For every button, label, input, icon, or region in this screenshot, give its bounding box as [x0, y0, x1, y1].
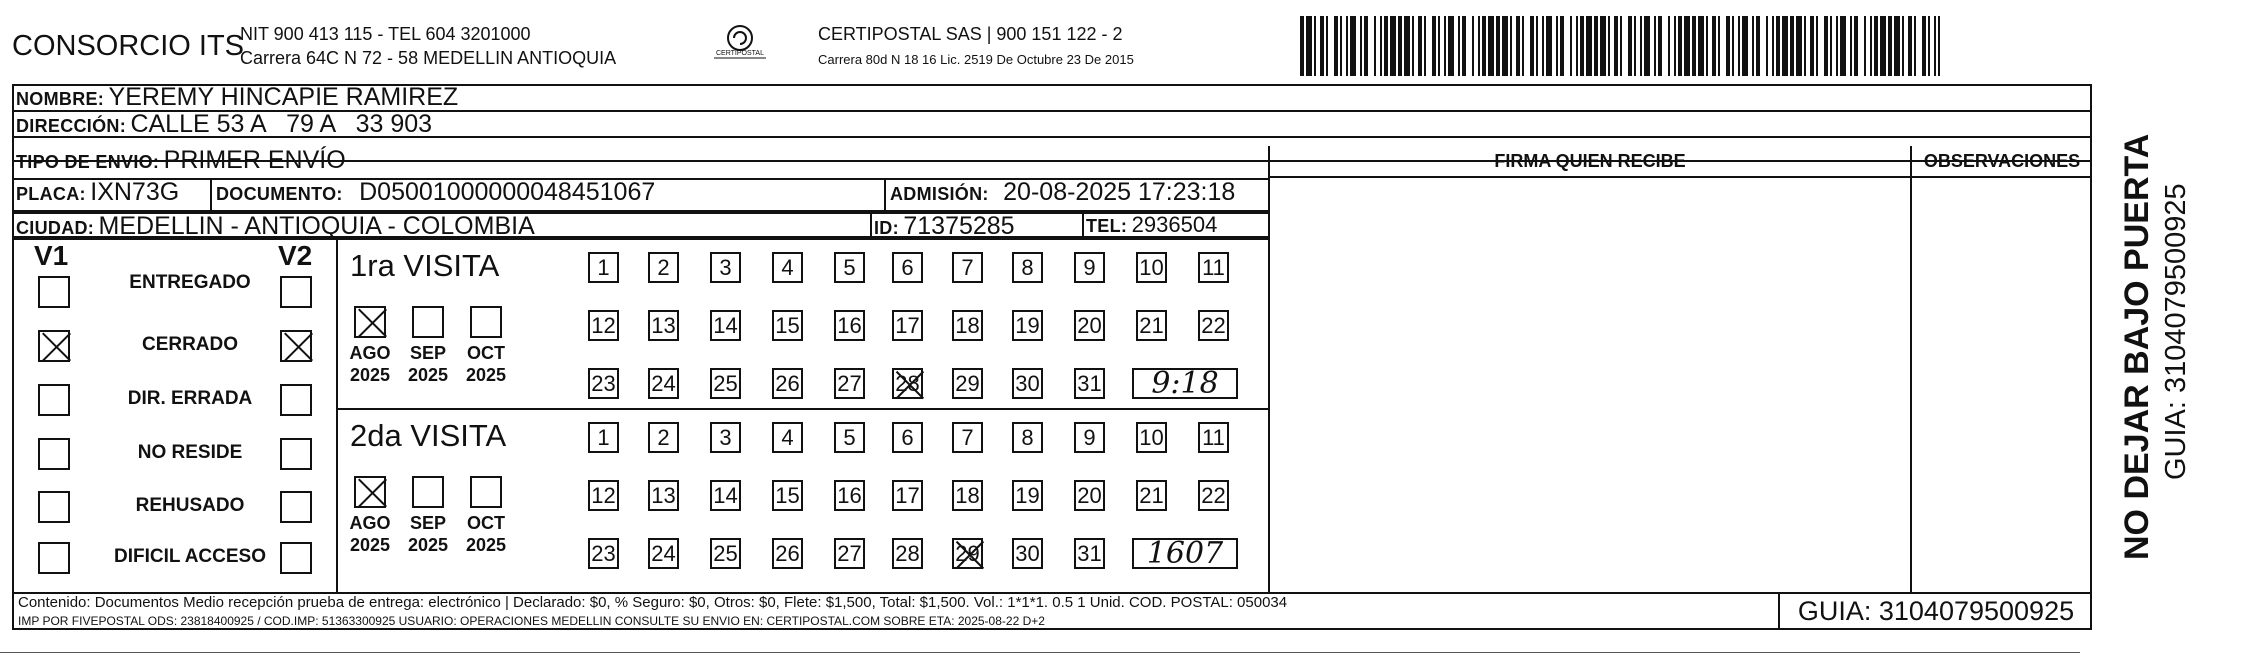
company-name: CONSORCIO ITS: [12, 30, 245, 62]
day-box[interactable]: 21: [1136, 310, 1167, 341]
day-box[interactable]: 21: [1136, 480, 1167, 511]
day-box[interactable]: 28: [892, 538, 923, 569]
month-checkbox[interactable]: [470, 476, 502, 508]
certipostal-logo: [700, 22, 780, 68]
day-box[interactable]: 15: [772, 480, 803, 511]
footer-line-2: IMP POR FIVEPOSTAL ODS: 23818400925 / COD.IMP: 51363300925 USUARIO: OPERACIONES MEDELLIN CONSULTE SU ENVIO EN: CERTIPOSTAL.COM SOBRE ETA: 2025-08-22 D+2: [18, 614, 1045, 628]
barcode: [1300, 16, 1940, 76]
day-box[interactable]: 29: [952, 538, 983, 569]
day-box[interactable]: 13: [648, 480, 679, 511]
certipostal-logo-icon: [700, 22, 780, 68]
ciudad-value: MEDELLIN - ANTIOQUIA - COLOMBIA: [98, 212, 535, 240]
status-label: DIFICIL ACCESO: [113, 546, 266, 567]
day-box[interactable]: 26: [772, 538, 803, 569]
day-box[interactable]: 10: [1136, 422, 1167, 453]
nit-line: NIT 900 413 115 - TEL 604 3201000: [240, 24, 531, 44]
day-box[interactable]: 14: [710, 480, 741, 511]
v1-checkbox[interactable]: [38, 276, 70, 308]
admision-row: [890, 178, 1235, 207]
day-box[interactable]: 18: [952, 310, 983, 341]
id-row: [874, 212, 1015, 241]
day-box[interactable]: 23: [588, 368, 619, 399]
month-label: SEP: [409, 513, 447, 533]
v1-header: V1: [34, 240, 69, 271]
ciudad-label: CIUDAD:: [16, 218, 95, 238]
tipo-row: [16, 146, 346, 175]
day-box[interactable]: 27: [834, 368, 865, 399]
day-box[interactable]: 20: [1074, 310, 1105, 341]
side-warning: NO DEJAR BAJO PUERTA: [2118, 133, 2156, 560]
day-box[interactable]: 13: [648, 310, 679, 341]
visit-title: 2da VISITA: [350, 418, 507, 453]
year-label: 2025: [465, 535, 507, 555]
day-box[interactable]: 12: [588, 310, 619, 341]
month-checkbox[interactable]: [354, 476, 386, 508]
year-label: 2025: [407, 535, 449, 555]
day-box[interactable]: 6: [892, 422, 923, 453]
v1-checkbox[interactable]: [38, 438, 70, 470]
day-box[interactable]: 5: [834, 422, 865, 453]
day-box[interactable]: 8: [1012, 252, 1043, 283]
day-box[interactable]: 12: [588, 480, 619, 511]
day-box[interactable]: 7: [952, 252, 983, 283]
observaciones-header: OBSERVACIONES: [1923, 151, 2081, 171]
direccion-row: [16, 110, 432, 139]
status-label: NO RESIDE: [137, 442, 243, 463]
day-box[interactable]: 17: [892, 480, 923, 511]
tel-value: 2936504: [1131, 212, 1218, 237]
day-box[interactable]: 23: [588, 538, 619, 569]
placa-value: IXN73G: [90, 178, 180, 206]
day-box[interactable]: 4: [772, 252, 803, 283]
day-box[interactable]: 14: [710, 310, 741, 341]
day-box[interactable]: 30: [1012, 538, 1043, 569]
address-line: Carrera 64C N 72 - 58 MEDELLIN ANTIOQUIA: [240, 48, 617, 68]
day-box[interactable]: 10: [1136, 252, 1167, 283]
documento-label: DOCUMENTO:: [216, 184, 343, 204]
day-box[interactable]: 16: [834, 480, 865, 511]
v1-checkbox[interactable]: [38, 542, 70, 574]
day-box[interactable]: 24: [648, 538, 679, 569]
day-box[interactable]: 11: [1198, 252, 1229, 283]
day-box[interactable]: 2: [648, 422, 679, 453]
day-box[interactable]: 31: [1074, 538, 1105, 569]
month-label: OCT: [467, 513, 505, 533]
day-box[interactable]: 2: [648, 252, 679, 283]
tipo-label: TIPO DE ENVIO:: [16, 152, 160, 172]
tel-row: [1086, 212, 1217, 238]
day-box[interactable]: 24: [648, 368, 679, 399]
day-box[interactable]: 4: [772, 422, 803, 453]
day-box[interactable]: 26: [772, 368, 803, 399]
documento-row: [216, 178, 655, 207]
placa-label: PLACA:: [16, 184, 86, 204]
year-label: 2025: [465, 365, 507, 385]
day-box[interactable]: 9: [1074, 422, 1105, 453]
day-box[interactable]: 29: [952, 368, 983, 399]
month-label: OCT: [467, 343, 505, 363]
day-box[interactable]: 8: [1012, 422, 1043, 453]
day-box[interactable]: 1: [588, 422, 619, 453]
nombre-value: YEREMY HINCAPIE RAMIREZ: [108, 83, 459, 111]
id-value: 71375285: [903, 212, 1015, 240]
day-box[interactable]: 16: [834, 310, 865, 341]
hour-box[interactable]: 9:18: [1132, 368, 1238, 399]
direccion-label: DIRECCIÓN:: [16, 116, 126, 136]
day-box[interactable]: 7: [952, 422, 983, 453]
month-label: AGO: [349, 513, 391, 533]
nombre-row: [16, 83, 458, 112]
day-box[interactable]: 5: [834, 252, 865, 283]
documento-value: D05001000000048451067: [359, 178, 656, 206]
license-line: Carrera 80d N 18 16 Lic. 2519 De Octubre 23 De 2015: [818, 52, 1134, 67]
day-box[interactable]: 11: [1198, 422, 1229, 453]
day-box[interactable]: 31: [1074, 368, 1105, 399]
day-box[interactable]: 28: [892, 368, 923, 399]
day-box[interactable]: 3: [710, 422, 741, 453]
nombre-label: NOMBRE:: [16, 89, 105, 109]
v1-checkbox[interactable]: [38, 384, 70, 416]
placa-row: [16, 178, 179, 207]
day-box[interactable]: 1: [588, 252, 619, 283]
admision-value: 20-08-2025 17:23:18: [1003, 178, 1236, 206]
month-label: SEP: [409, 343, 447, 363]
admision-label: ADMISIÓN:: [890, 184, 989, 204]
v2-header: V2: [278, 240, 313, 271]
tipo-value: PRIMER ENVÍO: [163, 146, 346, 174]
day-box[interactable]: 9: [1074, 252, 1105, 283]
day-box[interactable]: 27: [834, 538, 865, 569]
day-box[interactable]: 17: [892, 310, 923, 341]
certipostal-line: CERTIPOSTAL SAS | 900 151 122 - 2: [818, 24, 1123, 44]
observaciones-area[interactable]: [1912, 178, 2090, 590]
month-checkbox[interactable]: [354, 306, 386, 338]
footer-line-1: Contenido: Documentos Medio recepción prueba de entrega: electrónico | Declarado: $0, % Seguro: $0, Otros: $0, Flete: $1,500, Total: $1,500. Vol.: 1*1*1. 0.5 1 Unid. COD. POSTAL: 050034: [18, 594, 1288, 611]
tel-label: TEL:: [1086, 216, 1128, 236]
status-label: REHUSADO: [135, 495, 245, 516]
day-box[interactable]: 3: [710, 252, 741, 283]
day-box[interactable]: 19: [1012, 310, 1043, 341]
day-box[interactable]: 6: [892, 252, 923, 283]
month-checkbox[interactable]: [470, 306, 502, 338]
day-box[interactable]: 25: [710, 538, 741, 569]
status-label: DIR. ERRADA: [127, 388, 253, 409]
year-label: 2025: [407, 365, 449, 385]
hour-box[interactable]: 1607: [1132, 538, 1238, 569]
firma-area[interactable]: [1272, 178, 1908, 590]
day-box[interactable]: 20: [1074, 480, 1105, 511]
v1-checkbox[interactable]: [38, 330, 70, 362]
firma-header: FIRMA QUIEN RECIBE: [1494, 151, 1686, 171]
v1-checkbox[interactable]: [38, 491, 70, 523]
logo-text: CERTIPOSTAL: [716, 50, 764, 57]
id-label: ID:: [874, 218, 899, 238]
month-label: AGO: [349, 343, 391, 363]
day-box[interactable]: 22: [1198, 480, 1229, 511]
day-box[interactable]: 15: [772, 310, 803, 341]
year-label: 2025: [349, 365, 391, 385]
day-box[interactable]: 22: [1198, 310, 1229, 341]
ciudad-row: [16, 212, 535, 241]
footer-guia: GUIA: 3104079500925: [1797, 596, 2075, 626]
day-box[interactable]: 19: [1012, 480, 1043, 511]
year-label: 2025: [349, 535, 391, 555]
month-checkbox[interactable]: [412, 306, 444, 338]
month-checkbox[interactable]: [412, 476, 444, 508]
day-box[interactable]: 25: [710, 368, 741, 399]
visit-title: 1ra VISITA: [350, 248, 500, 283]
barcode-icon: [1300, 16, 1940, 76]
day-box[interactable]: 18: [952, 480, 983, 511]
status-label: ENTREGADO: [129, 272, 251, 293]
side-guia: GUIA: 3104079500925: [2160, 183, 2192, 480]
direccion-value: CALLE 53 A 79 A 33 903: [130, 110, 433, 138]
day-box[interactable]: 30: [1012, 368, 1043, 399]
status-label: CERRADO: [141, 334, 239, 355]
